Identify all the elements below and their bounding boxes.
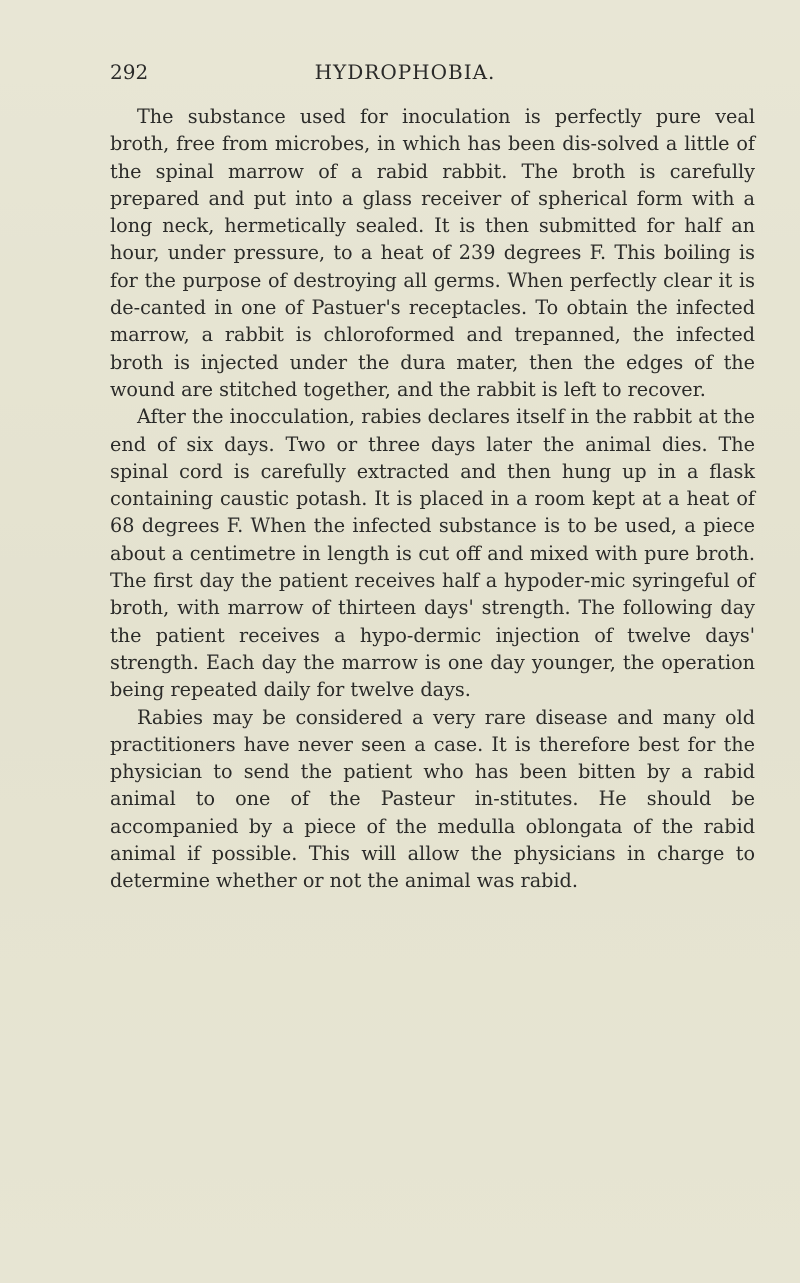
paragraph-inoculation-substance: The substance used for inoculation is perfectly pure veal broth, free from microbes, in which has been dis-solved a little of the spinal marrow of a rabid rabbit. The broth is carefully prepared and put into a glass receiver of spherical form with a long neck, hermetically sealed. It is then submitted for half an hour, under pressure, to a heat of 239 degrees F. This boiling is for the purpose of destroying all germs. When perfectly clear it is de-canted in one of Pastuer's receptacles. To obtain the infected marrow, a rabbit is chloroformed and trepanned, the infected broth is injected under the dura mater, then the edges of the wound are stitched together, and the rabbit is left to recover.	[110, 105, 755, 401]
page-number: 292	[110, 60, 149, 84]
paragraph-pasteur-institutes: Rabies may be considered a very rare disease and many old practitioners have never seen a case. It is therefore best for the physician to send the patient who has been bitten by a rabid animal to one of the Pasteur in-stitutes. He should be accompanied by a piece of the medulla oblongata of the rabid animal if possible. This will allow the physicians in charge to determine whether or not the animal was rabid.	[110, 705, 755, 893]
page-header	[110, 60, 700, 90]
body-text	[110, 103, 755, 895]
paragraph-rabbit-marrow: After the inocculation, rabies declares itself in the rabbit at the end of six days. Two or three days later the animal dies. The spinal cord is carefully extracted and then hung up in a flask containing caustic potash. It is placed in a room kept at a heat of 68 degrees F. When the infected substance is to be used, a piece about a centimetre in length is cut off and mixed with pure broth. The first day the patient receives half a hypoder-mic syringeful of broth, with marrow of thirteen days' strength. The following day the patient receives a hypo-dermic injection of twelve days' strength. Each day the marrow is one day younger, the operation being repeated daily for twelve days.	[110, 405, 755, 702]
running-title: HYDROPHOBIA.	[314, 60, 496, 84]
